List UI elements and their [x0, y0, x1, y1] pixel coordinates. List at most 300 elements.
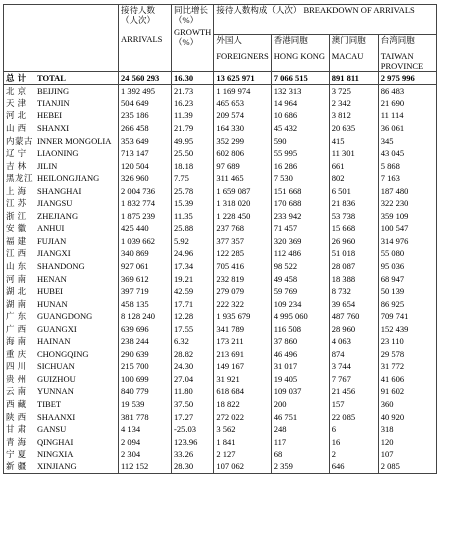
growth-cell: 15.39 — [172, 197, 214, 210]
region-cell — [4, 435, 119, 448]
foreigners-cell: 1 659 087 — [214, 184, 271, 197]
macau-cell: 4 063 — [329, 335, 378, 348]
table-row — [4, 122, 437, 135]
hongkong-cell: 31 017 — [271, 360, 329, 373]
region-name-cn: 安 徽 — [6, 223, 27, 234]
hongkong-cell: 46 496 — [271, 348, 329, 361]
region-name-en: FUJIAN — [37, 235, 67, 246]
arrivals-cell: 215 700 — [119, 360, 172, 373]
hongkong-cell: 590 — [271, 134, 329, 147]
growth-cell: 28.30 — [172, 460, 214, 473]
growth-cell: 25.50 — [172, 147, 214, 160]
arrivals-cell: 326 960 — [119, 172, 172, 185]
region-name-en: HUNAN — [37, 298, 68, 309]
table-row — [4, 360, 437, 373]
macau-cell: 157 — [329, 398, 378, 411]
region-name-cn: 河 南 — [6, 273, 27, 284]
table-row — [4, 172, 437, 185]
region-cell — [4, 184, 119, 197]
table-row — [4, 84, 437, 97]
region-name-en: SHANXI — [37, 122, 70, 133]
hongkong-cell: 320 369 — [271, 235, 329, 248]
foreigners-cell: 311 465 — [214, 172, 271, 185]
region-name-en: ZHEJIANG — [37, 210, 79, 221]
growth-cell: -25.03 — [172, 423, 214, 436]
hongkong-cell: 248 — [271, 423, 329, 436]
foreigners-cell: 1 318 020 — [214, 197, 271, 210]
region-cell — [4, 448, 119, 461]
arrivals-cell: 458 135 — [119, 297, 172, 310]
region-name-cn: 北 京 — [6, 85, 27, 96]
growth-cell: 6.32 — [172, 335, 214, 348]
macau-cell: 8 732 — [329, 285, 378, 298]
region-name-cn: 宁 夏 — [6, 449, 27, 460]
region-cell — [4, 222, 119, 235]
arrivals-cell: 425 440 — [119, 222, 172, 235]
growth-cell: 21.73 — [172, 84, 214, 97]
growth-header-cn: 同比增长（%） — [174, 5, 209, 25]
table-row — [4, 147, 437, 160]
hongkong-cell: 59 769 — [271, 285, 329, 298]
macau-cell: 18 388 — [329, 272, 378, 285]
region-cell — [4, 335, 119, 348]
region-name-en: QINGHAI — [37, 436, 74, 447]
arrivals-cell: 100 699 — [119, 373, 172, 386]
foreigners-cell: 465 653 — [214, 97, 271, 110]
hongkong-cell: 117 — [271, 435, 329, 448]
foreigners-cell: 31 921 — [214, 373, 271, 386]
region-cell — [4, 197, 119, 210]
total-arrivals: 24 560 293 — [119, 72, 172, 85]
region-name-cn: 江 苏 — [6, 198, 27, 209]
table-row — [4, 247, 437, 260]
macau-cell: 6 501 — [329, 184, 378, 197]
foreigners-cell: 618 684 — [214, 385, 271, 398]
region-cell — [4, 260, 119, 273]
table-row — [4, 310, 437, 323]
arrivals-cell: 381 778 — [119, 410, 172, 423]
table-row — [4, 285, 437, 298]
region-name-en: ANHUI — [37, 223, 65, 234]
foreigners-cell: 279 079 — [214, 285, 271, 298]
arrivals-cell: 2 304 — [119, 448, 172, 461]
growth-cell: 17.71 — [172, 297, 214, 310]
taiwan-cell: 91 602 — [378, 385, 436, 398]
region-cell — [4, 84, 119, 97]
hongkong-cell: 116 508 — [271, 322, 329, 335]
region-name-en: INNER MONGOLIA — [37, 135, 112, 146]
growth-cell: 33.26 — [172, 448, 214, 461]
macau-cell: 3 725 — [329, 84, 378, 97]
taiwan-cell: 318 — [378, 423, 436, 436]
growth-cell: 16.23 — [172, 97, 214, 110]
macau-cell: 51 018 — [329, 247, 378, 260]
taiwan-cell: 50 139 — [378, 285, 436, 298]
taiwan-cell: 11 114 — [378, 109, 436, 122]
hongkong-cell: 19 405 — [271, 373, 329, 386]
macau-cell: 3 744 — [329, 360, 378, 373]
taiwan-cell: 40 920 — [378, 410, 436, 423]
total-label-cn: 总 计 — [6, 72, 27, 83]
table-row — [4, 398, 437, 411]
region-name-en: TIANJIN — [37, 97, 70, 108]
arrivals-cell: 8 128 240 — [119, 310, 172, 323]
table-row — [4, 159, 437, 172]
region-cell — [4, 297, 119, 310]
growth-cell: 49.95 — [172, 134, 214, 147]
region-cell — [4, 97, 119, 110]
macau-cell: 2 342 — [329, 97, 378, 110]
region-name-en: HEBEI — [37, 110, 63, 121]
hongkong-cell: 109 037 — [271, 385, 329, 398]
region-name-en: SHANDONG — [37, 260, 85, 271]
taiwan-cell: 709 741 — [378, 310, 436, 323]
region-name-cn: 西 藏 — [6, 398, 27, 409]
region-name-cn: 甘 肃 — [6, 424, 27, 435]
region-cell — [4, 310, 119, 323]
region-name-en: BEIJING — [37, 85, 70, 96]
arrivals-cell: 266 458 — [119, 122, 172, 135]
arrivals-cell: 397 719 — [119, 285, 172, 298]
region-name-cn: 黑龙江 — [6, 173, 34, 184]
macau-cell: 487 760 — [329, 310, 378, 323]
taiwan-cell: 322 230 — [378, 197, 436, 210]
region-header-cell — [4, 5, 119, 72]
macau-cell: 3 812 — [329, 109, 378, 122]
hongkong-cell: 233 942 — [271, 210, 329, 223]
foreigners-cell: 149 167 — [214, 360, 271, 373]
table-row — [4, 448, 437, 461]
taiwan-cell: 23 110 — [378, 335, 436, 348]
macau-header-en: MACAU — [331, 51, 364, 61]
growth-cell: 27.04 — [172, 373, 214, 386]
macau-cell: 415 — [329, 134, 378, 147]
table-row — [4, 335, 437, 348]
arrivals-cell: 1 832 774 — [119, 197, 172, 210]
table-row — [4, 97, 437, 110]
arrivals-cell: 290 639 — [119, 348, 172, 361]
growth-cell: 123.96 — [172, 435, 214, 448]
growth-cell: 25.78 — [172, 184, 214, 197]
arrivals-cell: 713 147 — [119, 147, 172, 160]
region-cell — [4, 373, 119, 386]
arrivals-cell: 353 649 — [119, 134, 172, 147]
hongkong-cell: 151 668 — [271, 184, 329, 197]
region-cell — [4, 285, 119, 298]
total-hongkong: 7 066 515 — [271, 72, 329, 85]
macau-header-cn: 澳门同胞 — [331, 35, 366, 45]
foreigners-cell: 232 819 — [214, 272, 271, 285]
taiwan-cell: 95 036 — [378, 260, 436, 273]
region-name-cn: 河 北 — [6, 110, 27, 121]
table-row — [4, 260, 437, 273]
region-name-cn: 广 东 — [6, 311, 27, 322]
table-row — [4, 297, 437, 310]
taiwan-cell: 359 109 — [378, 210, 436, 223]
taiwan-cell: 7 163 — [378, 172, 436, 185]
arrivals-header-en: ARRIVALS — [121, 34, 163, 44]
table-row — [4, 222, 437, 235]
table-body — [4, 72, 437, 474]
foreigners-cell: 222 322 — [214, 297, 271, 310]
growth-cell: 11.80 — [172, 385, 214, 398]
region-name-en: SHAANXI — [37, 411, 76, 422]
macau-cell: 39 654 — [329, 297, 378, 310]
arrivals-cell: 2 094 — [119, 435, 172, 448]
macau-cell: 16 — [329, 435, 378, 448]
region-cell — [4, 159, 119, 172]
hongkong-cell: 98 522 — [271, 260, 329, 273]
foreigners-cell: 1 935 679 — [214, 310, 271, 323]
table-row — [4, 423, 437, 436]
foreigners-cell: 705 416 — [214, 260, 271, 273]
total-macau: 891 811 — [329, 72, 378, 85]
taiwan-cell: 152 439 — [378, 322, 436, 335]
taiwan-cell: 29 578 — [378, 348, 436, 361]
growth-cell: 11.35 — [172, 210, 214, 223]
region-name-cn: 青 海 — [6, 436, 27, 447]
hongkong-cell: 112 486 — [271, 247, 329, 260]
taiwan-cell: 187 480 — [378, 184, 436, 197]
region-name-cn: 上 海 — [6, 185, 27, 196]
taiwan-cell: 21 690 — [378, 97, 436, 110]
macau-cell: 28 087 — [329, 260, 378, 273]
growth-cell: 37.50 — [172, 398, 214, 411]
region-name-cn: 吉 林 — [6, 160, 27, 171]
region-name-en: JIANGXI — [37, 248, 71, 259]
macau-cell: 2 — [329, 448, 378, 461]
region-cell — [4, 235, 119, 248]
macau-cell: 21 836 — [329, 197, 378, 210]
region-name-en: TIBET — [37, 398, 62, 409]
growth-cell: 17.27 — [172, 410, 214, 423]
region-name-cn: 浙 江 — [6, 210, 27, 221]
growth-cell: 42.59 — [172, 285, 214, 298]
region-cell — [4, 360, 119, 373]
region-name-en: YUNNAN — [37, 386, 74, 397]
growth-cell: 17.55 — [172, 322, 214, 335]
region-name-cn: 贵 州 — [6, 373, 27, 384]
foreigners-cell: 1 169 974 — [214, 84, 271, 97]
arrivals-cell: 2 004 736 — [119, 184, 172, 197]
taiwan-cell: 5 868 — [378, 159, 436, 172]
foreigners-cell: 1 228 450 — [214, 210, 271, 223]
arrivals-cell: 369 612 — [119, 272, 172, 285]
hongkong-cell: 10 686 — [271, 109, 329, 122]
table-row — [4, 197, 437, 210]
taiwan-cell: 86 925 — [378, 297, 436, 310]
taiwan-cell: 107 — [378, 448, 436, 461]
table-row — [4, 385, 437, 398]
region-name-cn: 湖 北 — [6, 286, 27, 297]
region-cell — [4, 410, 119, 423]
arrivals-cell: 927 061 — [119, 260, 172, 273]
foreigners-header-cn: 外国人 — [216, 35, 242, 45]
taiwan-cell: 86 483 — [378, 84, 436, 97]
region-name-en: SICHUAN — [37, 361, 75, 372]
growth-cell: 7.75 — [172, 172, 214, 185]
growth-cell: 25.88 — [172, 222, 214, 235]
region-name-cn: 四 川 — [6, 361, 27, 372]
arrivals-cell: 238 244 — [119, 335, 172, 348]
region-name-en: GANSU — [37, 424, 67, 435]
taiwan-cell: 41 606 — [378, 373, 436, 386]
region-name-cn: 陕 西 — [6, 411, 27, 422]
growth-header — [172, 5, 214, 72]
region-name-cn: 山 西 — [6, 122, 27, 133]
table-row — [4, 322, 437, 335]
taiwan-cell: 314 976 — [378, 235, 436, 248]
taiwan-cell: 360 — [378, 398, 436, 411]
table-row — [4, 348, 437, 361]
growth-cell: 24.30 — [172, 360, 214, 373]
table-row — [4, 184, 437, 197]
hongkong-cell: 170 688 — [271, 197, 329, 210]
arrivals-cell: 19 539 — [119, 398, 172, 411]
region-name-cn: 海 南 — [6, 336, 27, 347]
region-name-en: HENAN — [37, 273, 67, 284]
arrivals-cell: 840 779 — [119, 385, 172, 398]
table-row — [4, 435, 437, 448]
macau-header — [329, 35, 378, 72]
region-cell — [4, 122, 119, 135]
macau-cell: 646 — [329, 460, 378, 473]
foreigners-cell: 377 357 — [214, 235, 271, 248]
taiwan-header-cn: 台湾同胞 — [380, 35, 415, 45]
hongkong-cell: 46 751 — [271, 410, 329, 423]
table-row — [4, 460, 437, 473]
table-row — [4, 109, 437, 122]
region-cell — [4, 172, 119, 185]
growth-cell: 19.21 — [172, 272, 214, 285]
hongkong-cell: 200 — [271, 398, 329, 411]
arrivals-cell: 1 039 662 — [119, 235, 172, 248]
taiwan-cell: 2 085 — [378, 460, 436, 473]
region-name-cn: 辽 宁 — [6, 148, 27, 159]
foreigners-cell: 213 691 — [214, 348, 271, 361]
foreigners-cell: 602 806 — [214, 147, 271, 160]
region-name-cn: 福 建 — [6, 235, 27, 246]
region-name-cn: 重 庆 — [6, 348, 27, 359]
hongkong-cell: 71 457 — [271, 222, 329, 235]
table-row — [4, 235, 437, 248]
region-cell — [4, 147, 119, 160]
region-cell — [4, 272, 119, 285]
arrivals-cell: 504 649 — [119, 97, 172, 110]
arrivals-header-cn: 接待人数（人次） — [121, 5, 156, 25]
macau-cell: 7 767 — [329, 373, 378, 386]
total-taiwan: 2 975 996 — [378, 72, 436, 85]
region-name-cn: 广 西 — [6, 323, 27, 334]
hongkong-cell: 132 313 — [271, 84, 329, 97]
region-cell — [4, 109, 119, 122]
macau-cell: 874 — [329, 348, 378, 361]
hongkong-cell: 68 — [271, 448, 329, 461]
region-name-cn: 新 疆 — [6, 461, 27, 472]
hongkong-cell: 7 530 — [271, 172, 329, 185]
hongkong-cell: 14 964 — [271, 97, 329, 110]
arrivals-cell: 235 186 — [119, 109, 172, 122]
hongkong-cell: 45 432 — [271, 122, 329, 135]
total-row — [4, 72, 437, 85]
arrivals-cell: 112 152 — [119, 460, 172, 473]
macau-cell: 661 — [329, 159, 378, 172]
growth-cell: 28.82 — [172, 348, 214, 361]
region-cell — [4, 322, 119, 335]
region-name-en: CHONGQING — [37, 348, 89, 359]
taiwan-cell: 345 — [378, 134, 436, 147]
table-row — [4, 373, 437, 386]
region-name-en: GUANGXI — [37, 323, 77, 334]
region-cell — [4, 385, 119, 398]
macau-cell: 15 668 — [329, 222, 378, 235]
region-name-cn: 山 东 — [6, 260, 27, 271]
foreigners-cell: 1 841 — [214, 435, 271, 448]
region-name-en: GUIZHOU — [37, 373, 76, 384]
macau-cell: 53 738 — [329, 210, 378, 223]
foreigners-cell: 237 768 — [214, 222, 271, 235]
hongkong-cell: 49 458 — [271, 272, 329, 285]
region-name-en: JIANGSU — [37, 198, 73, 209]
hongkong-cell: 37 860 — [271, 335, 329, 348]
growth-cell: 18.18 — [172, 159, 214, 172]
arrivals-cell: 340 869 — [119, 247, 172, 260]
foreigners-cell: 164 330 — [214, 122, 271, 135]
growth-cell: 5.92 — [172, 235, 214, 248]
taiwan-cell: 120 — [378, 435, 436, 448]
region-cell — [4, 460, 119, 473]
taiwan-cell: 55 080 — [378, 247, 436, 260]
growth-cell: 24.96 — [172, 247, 214, 260]
foreigners-header-en: FOREIGNERS — [216, 51, 269, 61]
macau-cell: 20 635 — [329, 122, 378, 135]
growth-cell: 11.39 — [172, 109, 214, 122]
region-name-en: HUBEI — [37, 286, 63, 297]
table-row — [4, 210, 437, 223]
macau-cell: 26 960 — [329, 235, 378, 248]
hongkong-cell: 4 995 060 — [271, 310, 329, 323]
region-name-cn: 内蒙古 — [6, 135, 34, 146]
foreigners-cell: 122 285 — [214, 247, 271, 260]
taiwan-cell: 100 547 — [378, 222, 436, 235]
foreigners-cell: 3 562 — [214, 423, 271, 436]
macau-cell: 22 085 — [329, 410, 378, 423]
region-name-en: NINGXIA — [37, 449, 74, 460]
foreigners-cell: 173 211 — [214, 335, 271, 348]
arrivals-cell: 639 696 — [119, 322, 172, 335]
hongkong-header — [271, 35, 329, 72]
macau-cell: 21 456 — [329, 385, 378, 398]
arrivals-header — [119, 5, 172, 72]
macau-cell: 6 — [329, 423, 378, 436]
region-name-en: JILIN — [37, 160, 58, 171]
table-row — [4, 272, 437, 285]
foreigners-cell: 2 127 — [214, 448, 271, 461]
region-name-en: HEILONGJIANG — [37, 173, 100, 184]
growth-cell: 17.34 — [172, 260, 214, 273]
table-row — [4, 134, 437, 147]
foreigners-cell: 209 574 — [214, 109, 271, 122]
taiwan-header-en: TAIWAN PROVINCE — [380, 51, 424, 71]
foreigners-cell: 352 299 — [214, 134, 271, 147]
macau-cell: 28 960 — [329, 322, 378, 335]
arrivals-cell: 1 392 495 — [119, 84, 172, 97]
hongkong-cell: 109 234 — [271, 297, 329, 310]
region-name-cn: 湖 南 — [6, 298, 27, 309]
region-name-en: HAINAN — [37, 336, 71, 347]
region-name-cn: 江 西 — [6, 248, 27, 259]
table-header — [4, 5, 437, 72]
